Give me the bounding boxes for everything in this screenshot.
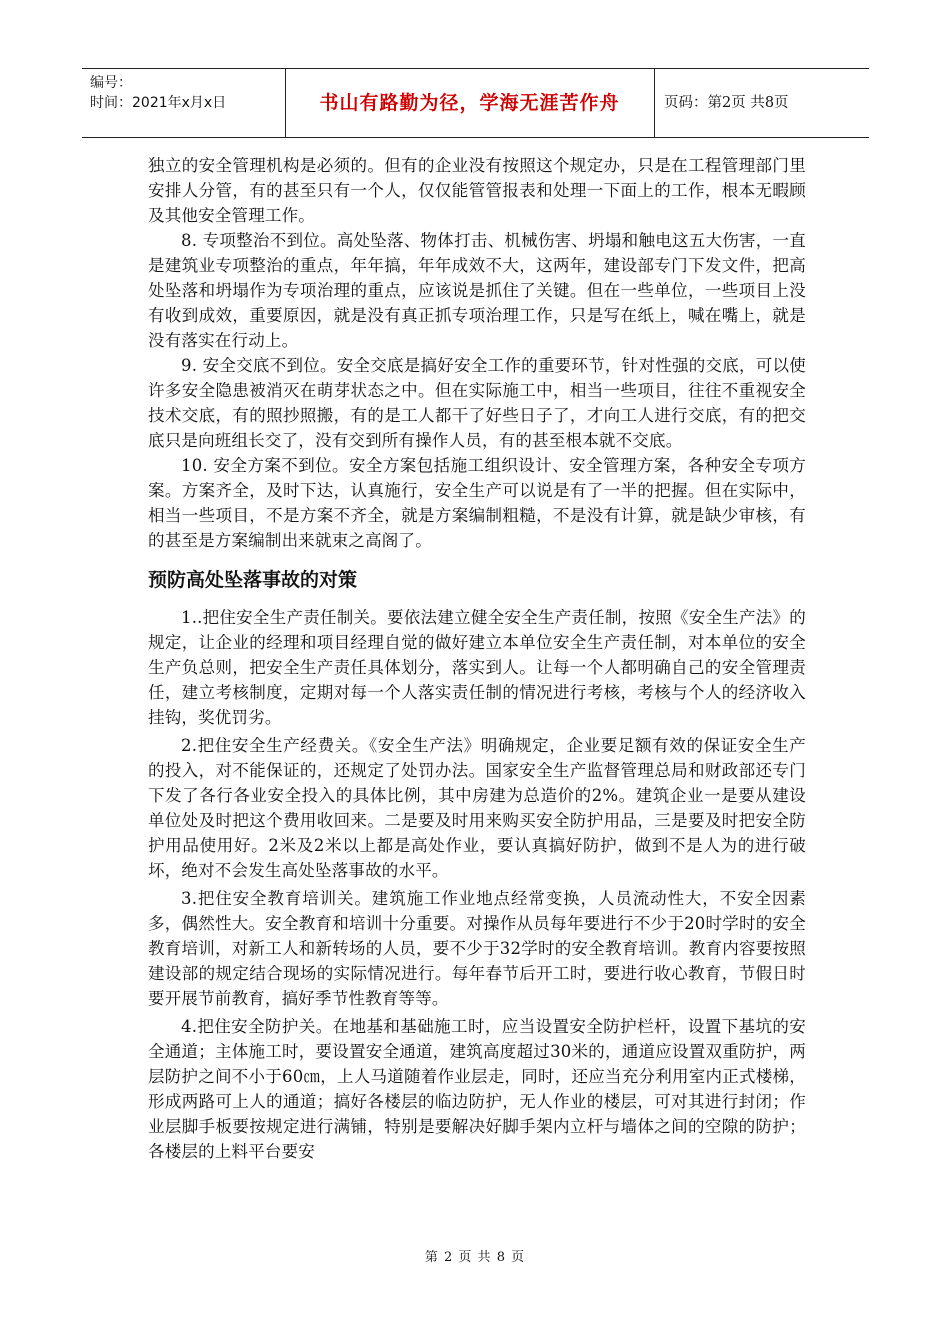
paragraph: 10. 安全方案不到位。安全方案包括施工组织设计、安全管理方案，各种安全专项方案。方案齐全，及时下达，认真施行，安全生产可以说是有了一半的把握。但在实际中，相当一些项目，不是方案不齐全，就是方案编制粗糙，不是没有计算，就是缺少审核，有的甚至是方案编制出来就束之高阁了。 (148, 456, 806, 550)
paragraph: 9. 安全交底不到位。安全交底是搞好安全工作的重要环节，针对性强的交底，可以使许多安全隐患被消灭在萌芽状态之中。但在实际施工中，相当一些项目，往往不重视安全技术交底，有的照抄照搬，有的是工人都干了好些日子了，才向工人进行交底，有的把交底只是向班组长交了，没有交到所有操作人员，有的甚至根本就不交底。 (148, 356, 806, 450)
paragraph: 8. 专项整治不到位。高处坠落、物体打击、机械伤害、坍塌和触电这五大伤害，一直是建筑业专项整治的重点，年年搞，年年成效不大，这两年，建设部专门下发文件，把高处坠落和坍塌作为专项治理的重点，应该说是抓住了关键。但在一些单位，一些项目上没有收到成效，重要原因，就是没有真正抓专项治理工作，只是写在纸上，喊在嘴上，就是没有落实在行动上。 (148, 231, 806, 350)
section-heading: 预防高处坠落事故的对策 (148, 569, 358, 591)
header-motto: 书山有路勤为径，学海无涯苦作舟 (319, 92, 620, 114)
page-footer: 第 2 页 共 8 页 (424, 1250, 526, 1265)
document-date: 时间：2021年x月x日 (90, 95, 227, 111)
page-header (82, 68, 869, 138)
document-number-label: 编号： (90, 75, 132, 91)
document-body (148, 153, 806, 1164)
header-page-code: 页码：第2页 共8页 (664, 95, 789, 111)
paragraph: 3.把住安全教育培训关。建筑施工作业地点经常变换，人员流动性大，不安全因素多，偶然性大。安全教育和培训十分重要。对操作从员每年要进行不少于20时学时的安全教育培训，对新工人和新转场的人员，要不少于32学时的安全教育培训。教育内容要按照建设部的规定结合现场的实际情况进行。每年春节后开工时，要进行收心教育，节假日时要开展节前教育，搞好季节性教育等等。 (148, 889, 806, 1008)
paragraph: 1..把住安全生产责任制关。要依法建立健全安全生产责任制，按照《安全生产法》的规定，让企业的经理和项目经理自觉的做好建立本单位安全生产责任制，对本单位的安全生产负总则，把安全生产责任具体划分，落实到人。让每一个人都明确自己的安全管理责任，建立考核制度，定期对每一个人落实责任制的情况进行考核，考核与个人的经济收入挂钩，奖优罚劣。 (148, 608, 806, 727)
paragraph: 4.把住安全防护关。在地基和基础施工时，应当设置安全防护栏杆，设置下基坑的安全通道；主体施工时，要设置安全通道，建筑高度超过30米的，通道应设置双重防护，两层防护之间不小于60㎝，上人马道随着作业层走，同时，还应当充分利用室内正式楼梯，形成两路可上人的通道；搞好各楼层的临边防护，无人作业的楼层，可对其进行封闭；作业层脚手板要按规定进行满铺，特别是要解决好脚手架内立杆与墙体之间的空隙的防护；各楼层的上料平台要安 (148, 1017, 806, 1161)
header-divider (654, 69, 655, 137)
paragraph: 2.把住安全生产经费关。《安全生产法》明确规定，企业要足额有效的保证安全生产的投入，对不能保证的，还规定了处罚办法。国家安全生产监督管理总局和财政部还专门下发了各行各业安全投入的具体比例，其中房建为总造价的2%。建筑企业一是要从建设单位处及时把这个费用收回来。二是要及时用来购买安全防护用品，三是要及时把安全防护用品使用好。2米及2米以上都是高处作业，要认真搞好防护，做到不是人为的进行破坏，绝对不会发生高处坠落事故的水平。 (148, 736, 806, 880)
paragraph: 独立的安全管理机构是必须的。但有的企业没有按照这个规定办，只是在工程管理部门里安排人分管，有的甚至只有一个人，仅仅能管管报表和处理一下面上的工作，根本无暇顾及其他安全管理工作。 (148, 156, 806, 225)
